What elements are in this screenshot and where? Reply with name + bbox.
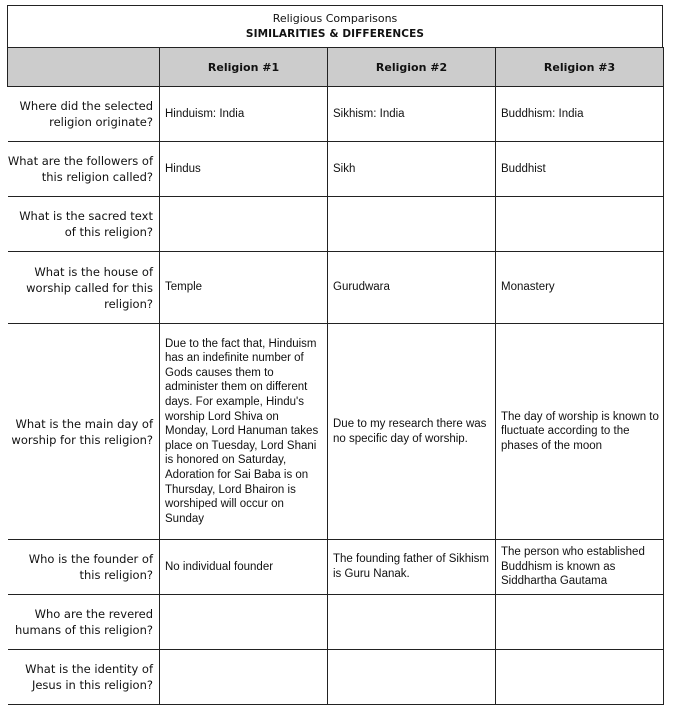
answer-cell[interactable]: Gurudwara bbox=[328, 252, 496, 324]
question-cell: Where did the selected religion originate? bbox=[8, 87, 160, 142]
table-row bbox=[8, 324, 664, 540]
question-cell: Who is the founder of this religion? bbox=[8, 540, 160, 595]
answer-cell[interactable]: Due to the fact that, Hinduism has an indefinite number of Gods causes them to administer them on different days. For example, Hindu's worship Lord Shiva on Monday, Lord Hanuman takes place on Tuesday, Lord Shani is honored on Saturday, Adoration for Sai Baba is on Thursday, Lord Bhairon is worshiped will occur on Sunday bbox=[160, 324, 328, 540]
table-row bbox=[8, 540, 664, 595]
answer-cell[interactable] bbox=[328, 650, 496, 705]
answer-cell[interactable]: Due to my research there was no specific day of worship. bbox=[328, 324, 496, 540]
answer-cell[interactable] bbox=[160, 197, 328, 252]
comparison-table bbox=[7, 47, 664, 705]
header-religion-3: Religion #3 bbox=[496, 48, 664, 87]
header-religion-2: Religion #2 bbox=[328, 48, 496, 87]
table-row bbox=[8, 197, 664, 252]
answer-cell[interactable]: Buddhism: India bbox=[496, 87, 664, 142]
answer-cell[interactable] bbox=[328, 595, 496, 650]
answer-cell[interactable]: Sikhism: India bbox=[328, 87, 496, 142]
answer-cell[interactable] bbox=[496, 595, 664, 650]
question-cell: What is the main day of worship for this religion? bbox=[8, 324, 160, 540]
table-row bbox=[8, 595, 664, 650]
answer-cell[interactable]: The day of worship is known to fluctuate according to the phases of the moon bbox=[496, 324, 664, 540]
answer-cell[interactable]: Hinduism: India bbox=[160, 87, 328, 142]
header-religion-1: Religion #1 bbox=[160, 48, 328, 87]
header-row bbox=[8, 48, 664, 87]
answer-cell[interactable]: Temple bbox=[160, 252, 328, 324]
header-blank-cell bbox=[8, 48, 160, 87]
answer-cell[interactable] bbox=[328, 197, 496, 252]
question-cell: What is the sacred text of this religion? bbox=[8, 197, 160, 252]
answer-cell[interactable] bbox=[160, 650, 328, 705]
worksheet-subtitle: SIMILARITIES & DIFFERENCES bbox=[245, 28, 425, 40]
question-cell: Who are the revered humans of this religion? bbox=[8, 595, 160, 650]
title-box bbox=[7, 5, 663, 47]
table-row bbox=[8, 252, 664, 324]
worksheet-title: Religious Comparisons bbox=[272, 12, 398, 25]
answer-cell[interactable]: Hindus bbox=[160, 142, 328, 197]
comparison-worksheet bbox=[7, 5, 663, 705]
answer-cell[interactable]: The person who established Buddhism is known as Siddhartha Gautama bbox=[496, 540, 664, 595]
table-row bbox=[8, 87, 664, 142]
table-row bbox=[8, 650, 664, 705]
question-cell: What is the house of worship called for this religion? bbox=[8, 252, 160, 324]
answer-cell[interactable]: Buddhist bbox=[496, 142, 664, 197]
answer-cell[interactable]: No individual founder bbox=[160, 540, 328, 595]
answer-cell[interactable] bbox=[496, 197, 664, 252]
question-cell: What are the followers of this religion called? bbox=[8, 142, 160, 197]
table-row bbox=[8, 142, 664, 197]
answer-cell[interactable]: Sikh bbox=[328, 142, 496, 197]
answer-cell[interactable] bbox=[496, 650, 664, 705]
answer-cell[interactable]: The founding father of Sikhism is Guru Nanak. bbox=[328, 540, 496, 595]
answer-cell[interactable] bbox=[160, 595, 328, 650]
question-cell: What is the identity of Jesus in this religion? bbox=[8, 650, 160, 705]
answer-cell[interactable]: Monastery bbox=[496, 252, 664, 324]
